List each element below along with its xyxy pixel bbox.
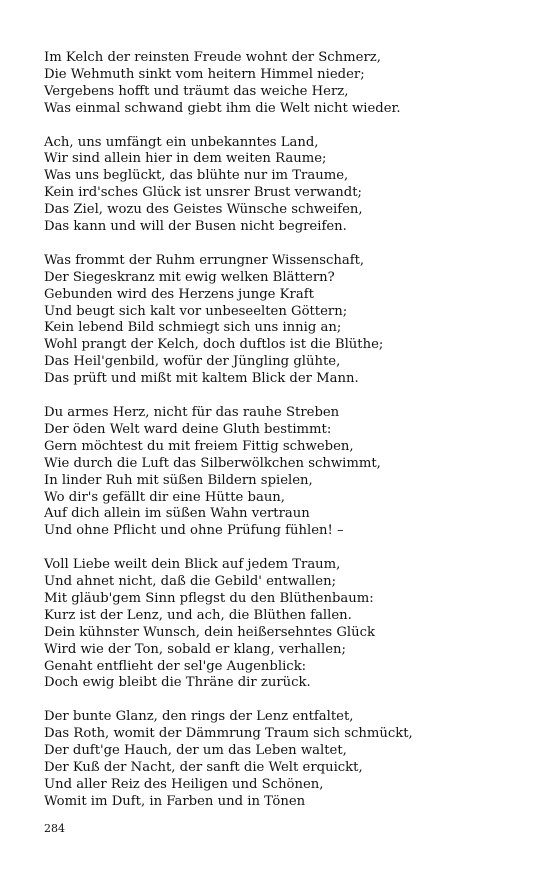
poem-stanza bbox=[44, 50, 524, 118]
poem-line: Der bunte Glanz, den rings der Lenz entfaltet, bbox=[44, 709, 354, 725]
poem-line: Auf dich allein im süßen Wahn vertraun bbox=[44, 506, 310, 522]
poem-line: Das Roth, womit der Dämmrung Traum sich schmückt, bbox=[44, 726, 413, 742]
poem-line: Wohl prangt der Kelch, doch duftlos ist die Blüthe; bbox=[44, 337, 384, 353]
poem-line: Das kann und will der Busen nicht begreifen. bbox=[44, 219, 347, 235]
poem-line: Das Ziel, wozu des Geistes Wünsche schweifen, bbox=[44, 202, 363, 218]
poem-line: Was einmal schwand giebt ihm die Welt nicht wieder. bbox=[44, 100, 401, 116]
poem-line: Was uns beglückt, das blühte nur im Traume, bbox=[44, 168, 349, 184]
poem-stanza bbox=[44, 557, 524, 692]
poem-line: Kein ird'sches Glück ist unsrer Brust verwandt; bbox=[44, 185, 362, 201]
poem-stanza bbox=[44, 405, 524, 540]
poem-line: Im Kelch der reinsten Freude wohnt der Schmerz, bbox=[44, 50, 381, 65]
poem-line: Ach, uns umfängt ein unbekanntes Land, bbox=[44, 134, 319, 150]
poem-line: Der Kuß der Nacht, der sanft die Welt erquickt, bbox=[44, 759, 363, 775]
poem-line: Und aller Reiz des Heiligen und Schönen, bbox=[44, 776, 324, 792]
poem-line: Wird wie der Ton, sobald er klang, verhallen; bbox=[44, 641, 346, 657]
poem-line: Wo dir's gefällt dir eine Hütte baun, bbox=[44, 489, 285, 505]
poem-line: Und ohne Pflicht und ohne Prüfung fühlen! – bbox=[44, 523, 344, 539]
poem-line: Kurz ist der Lenz, und ach, die Blüthen fallen. bbox=[44, 607, 352, 623]
poem-line: Die Wehmuth sinkt vom heitern Himmel nieder; bbox=[44, 66, 365, 82]
poem-line: Der Siegeskranz mit ewig welken Blättern? bbox=[44, 269, 335, 285]
poem-line: Und beugt sich kalt vor unbeseelten Göttern; bbox=[44, 303, 348, 319]
poem-line: Womit im Duft, in Farben und in Tönen bbox=[44, 793, 306, 809]
poem-line: Voll Liebe weilt dein Blick auf jedem Traum, bbox=[44, 557, 341, 573]
poem-line: Der duft'ge Hauch, der um das Leben waltet, bbox=[44, 743, 347, 759]
poem-line: Kein lebend Bild schmiegt sich uns innig an; bbox=[44, 320, 342, 336]
poem-line: Gern möchtest du mit freiem Fittig schweben, bbox=[44, 438, 354, 454]
poem-line: Vergebens hofft und träumt das weiche Herz, bbox=[44, 83, 349, 99]
poem-line: Du armes Herz, nicht für das rauhe Streben bbox=[44, 404, 340, 420]
poem-text bbox=[44, 50, 524, 828]
poem-line: Dein kühnster Wunsch, dein heißersehntes Glück bbox=[44, 624, 375, 640]
poem-line: Und ahnet nicht, daß die Gebild' entwallen; bbox=[44, 574, 337, 590]
poem-line: Gebunden wird des Herzens junge Kraft bbox=[44, 286, 314, 302]
poem-line: Das Heil'genbild, wofür der Jüngling glühte, bbox=[44, 354, 341, 370]
page-number: 284 bbox=[44, 822, 65, 835]
poem-stanza bbox=[44, 253, 524, 388]
poem-line: Der öden Welt ward deine Gluth bestimmt: bbox=[44, 421, 332, 437]
poem-stanza bbox=[44, 135, 524, 236]
poem-stanza bbox=[44, 709, 524, 810]
poem-line: Wir sind allein hier in dem weiten Raume; bbox=[44, 151, 327, 167]
poem-line: In linder Ruh mit süßen Bildern spielen, bbox=[44, 472, 313, 488]
poem-line: Wie durch die Luft das Silberwölkchen schwimmt, bbox=[44, 455, 381, 471]
poem-line: Was frommt der Ruhm errungner Wissenschaft, bbox=[44, 252, 365, 268]
poem-line: Doch ewig bleibt die Thräne dir zurück. bbox=[44, 675, 311, 691]
poem-line: Genaht entflieht der sel'ge Augenblick: bbox=[44, 658, 307, 674]
poem-line: Das prüft und mißt mit kaltem Blick der Mann. bbox=[44, 371, 359, 387]
poem-line: Mit gläub'gem Sinn pflegst du den Blüthenbaum: bbox=[44, 590, 374, 606]
